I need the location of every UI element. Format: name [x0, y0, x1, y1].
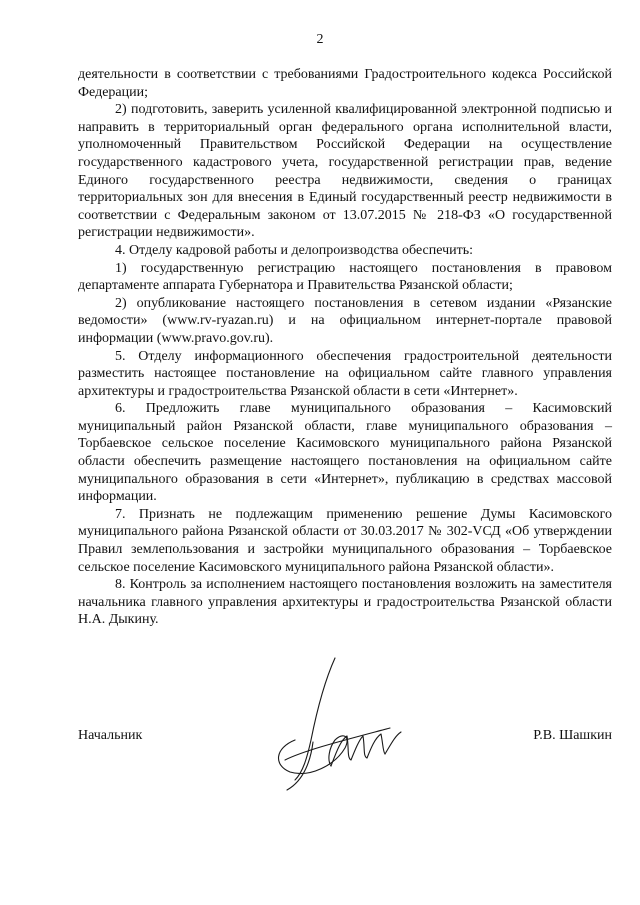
signer-position: Начальник: [78, 728, 143, 743]
document-body: [78, 66, 612, 629]
paragraph-continuation: деятельности в соответствии с требованиями Градостроительного кодекса Российской Федерации;: [78, 67, 612, 100]
paragraph-item-7: 7. Признать не подлежащим применению решение Думы Касимовского муниципального района Рязанской области от 30.03.2017 № 302-VСД «Об утверждении Правил землепользования и застройки муниципального образования – Торбаевское сельское поселение Касимовского муниципального района Рязанской области».: [78, 506, 612, 575]
signer-name: Р.В. Шашкин: [533, 728, 612, 743]
paragraph-item-4-2: 2) опубликование настоящего постановления в сетевом издании «Рязанские ведомости» (www.rv-ryazan.ru) и на официальном интернет-портале правовой информации (www.pravo.gov.ru).: [78, 295, 612, 346]
page-number: 2: [316, 32, 324, 47]
paragraph-item-8: 8. Контроль за исполнением настоящего постановления возложить на заместителя начальника главного управления архитектуры и градостроительства Рязанской области Н.А. Дыкину.: [78, 577, 612, 628]
paragraph-item-5: 5. Отделу информационного обеспечения градостроительной деятельности разместить настоящее постановление на официальном сайте главного управления архитектуры и градостроительства Рязанской области в сети «Интернет».: [78, 348, 612, 399]
paragraph-item-3-2: 2) подготовить, заверить усиленной квалифицированной электронной подписью и направить в территориальный орган федерального органа исполнительной власти, уполномоченный Правительством Российской Федерации на осуществление государственного кадастрового учета, государственной регистрации прав, ведение Единого государственного реестра недвижимости, сведения о границах территориальных зон для внесения в Единый государственный реестр недвижимости в соответствии с Федеральным законом от 13.07.2015 № 218-ФЗ «О государственной регистрации недвижимости».: [78, 102, 612, 241]
paragraph-item-4: 4. Отделу кадровой работы и делопроизводства обеспечить:: [115, 242, 474, 258]
handwritten-signature: [265, 640, 415, 800]
paragraph-item-4-1: 1) государственную регистрацию настоящего постановления в правовом департаменте аппарата Губернатора и Правительства Рязанской области;: [78, 260, 612, 294]
paragraph-item-6: 6. Предложить главе муниципального образования – Касимовский муниципальный район Рязанской области, главе муниципального образования – Торбаевское сельское поселение Касимовского муниципального района Рязанской области обеспечить размещение настоящего постановления на официальном сайте муниципального образования в сети «Интернет», публикацию в средствах массовой информации.: [78, 401, 612, 505]
